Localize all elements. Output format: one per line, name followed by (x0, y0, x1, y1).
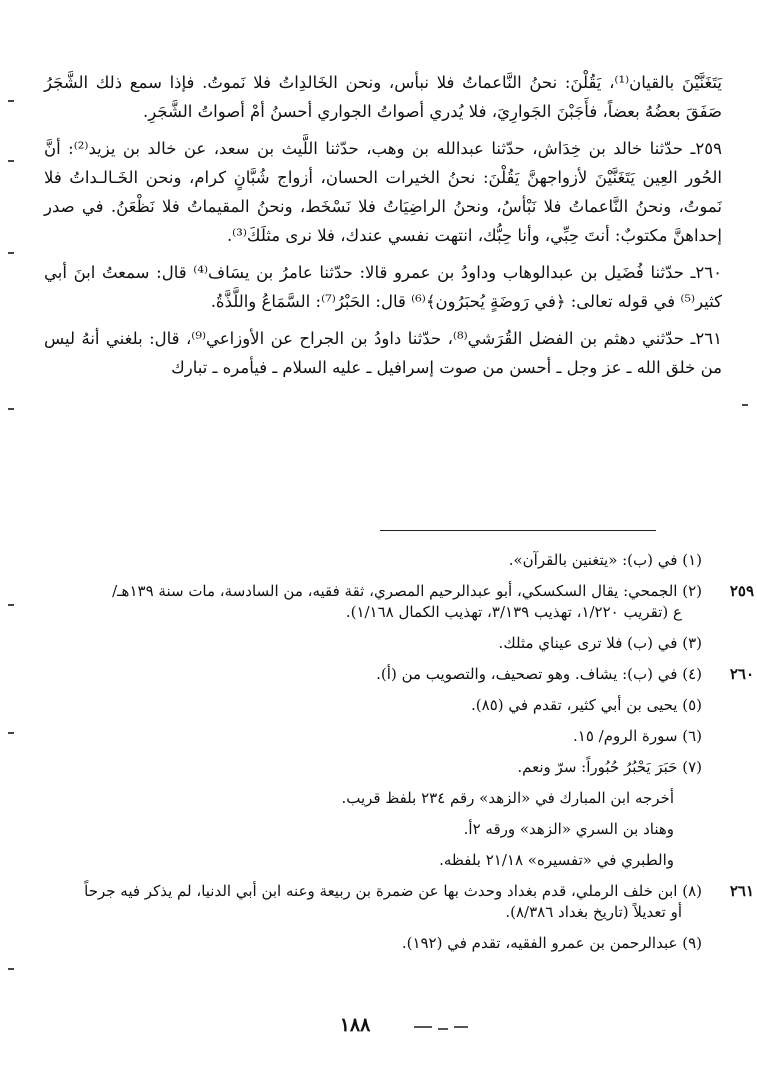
footnote-continuation: ع (تقريب ١/٢٢٠، تهذيب ٣/١٣٩، تهذيب الكمال ١/١٦٨). (345, 603, 682, 621)
footnote-continuation: أو تعديلاً (تاريخ بغداد ٨/٣٨٦). (505, 903, 682, 921)
footnote (44, 550, 702, 571)
footnote (44, 726, 702, 747)
scan-mark (8, 408, 14, 410)
paragraph: ٢٦٠ـ حدّثنا فُضَيل بن عبدالوهاب وداودُ بن عمرو قالا: حدّثنا عامرُ بن يسَاف⁽⁴⁾ قال: سمعتُ ابنَ أبي كثير⁽⁵⁾ في قوله تعالى: ﴿في رَوضَةٍ يُحبَرُون﴾⁽⁶⁾ قال: الحَبْرُ⁽⁷⁾: السَّمَاعُ واللَّذَّةُ. (44, 263, 723, 311)
footnote-divider (380, 530, 656, 531)
footnote (44, 850, 702, 871)
footnote-text: وهناد بن السري «الزهد» ورقه ٢أ. (463, 820, 674, 838)
paragraph: يَتَغَنَّيْنَ بالقيان⁽¹⁾، يَقُلْنَ: نحنُ النَّاعماتُ فلا نبأس، ونحن الخَالدِاتُ فلا نَموتُ. فإذا سمع ذلك الشَّجَرُ صَفَقَ بعضُهُ بعضاً، فأَجَبْنَ الجَوارِيَ، فلا يُدري أصواتُ الجواري أحسنُ أمْ أصواتُ الشَّجَرِ. (44, 73, 723, 121)
footnote (44, 819, 702, 840)
footnote-text: (٥) يحيى بن أبي كثير، تقدم في (٨٥). (471, 696, 702, 714)
paragraph: ٢٥٩ـ حدّثنا خالد بن خِدَاش، حدّثنا عبدالله بن وهب، حدّثنا اللَّيث بن سعد، عن خالد بن يزيد⁽²⁾: أنَّ الحُور العِين يَتَغَنَّيْنَ لأزواجهنَّ يَقُلْنَ: نحنُ الخيرات الحسان، أزواج شُبَّانٍ كرام، ونحن الخَـالـداتُ فلا نَموتُ، ونحنُ النَّاعماتُ فلا نَبْأسُ، ونحنُ الراضِيَاتُ فلا نَسْخَط، ونحنُ المقيماتُ فلا نَظْعَنُ. في صدر إحداهنَّ مكتوبٌ: أنتَ حِبِّي، وأنا حِبُّك، انتهت نفسي عندك، فلا نرى مثلَكَ⁽³⁾. (44, 139, 722, 245)
footnote-text: (٦) سورة الروم/ ١٥. (572, 727, 702, 745)
scan-mark (454, 1026, 468, 1028)
footnote-text: (٧) حَبَرَ يَحْبُرُ حُبُوراً: سرّ ونعم. (517, 758, 702, 776)
footnote (44, 695, 702, 716)
scan-mark (8, 160, 14, 162)
scan-mark (8, 732, 14, 734)
scan-mark (438, 1028, 448, 1030)
footnote-text: (٤) في (ب): يشاف. وهو تصحيف، والتصويب من (أ). (376, 665, 702, 683)
footnote-text: أخرجه ابن المبارك في «الزهد» رقم ٢٣٤ بلفظ قريب. (341, 789, 674, 807)
scan-mark (8, 100, 14, 102)
footnote (44, 581, 754, 623)
footnote-text: (٨) ابن خلف الرملي، قدم بغداد وحدث بها عن ضمرة بن ربيعة وعنه ابن أبي الدنيا، لم يذكر فيه جرحاً (84, 882, 702, 900)
scan-mark (8, 968, 14, 970)
paragraph: ٢٦١ـ حدّثني دهثم بن الفضل القُرَشي⁽⁸⁾، حدّثنا داودُ بن الجراح عن الأوزاعي⁽⁹⁾، قال: بلغني أنهُ ليس من خلق الله ـ عز وجل ـ أحسن من صوت إسرافيل ـ عليه السلام ـ فيأمره ـ تبارك (44, 329, 722, 377)
scan-mark (8, 252, 14, 254)
footnote-hadith-number: ٢٦٠ (729, 665, 754, 683)
footnote (44, 633, 702, 654)
footnote-hadith-number: ٢٦١ (729, 882, 754, 900)
footnote (44, 881, 754, 923)
footnote (44, 933, 702, 954)
scan-mark (8, 604, 14, 606)
footnote-text: (٩) عبدالرحمن بن عمرو الفقيه، تقدم في (١٩٢). (401, 934, 702, 952)
main-text (44, 68, 722, 382)
scan-mark (742, 404, 748, 406)
footnote (44, 757, 702, 778)
footnote-text: والطبري في «تفسيره» ٢١/١٨ بلفظه. (439, 851, 674, 869)
footnote (44, 664, 754, 685)
footnote-text: (٣) في (ب) فلا ترى عيناي مثلك. (498, 634, 702, 652)
footnote-text: (٢) الجمحي: يقال السكسكي، أبو عبدالرحيم المصري، ثقة فقيه، من السادسة، مات سنة ١٣٩هـ/ (112, 582, 702, 600)
page-number: ١٨٨ (339, 1014, 371, 1036)
footnotes (44, 550, 754, 964)
footnote (44, 788, 702, 809)
scan-mark (414, 1026, 432, 1028)
footnote-hadith-number: ٢٥٩ (729, 582, 754, 600)
footnote-text: (١) في (ب): «يتغنين بالقرآن». (508, 551, 702, 569)
